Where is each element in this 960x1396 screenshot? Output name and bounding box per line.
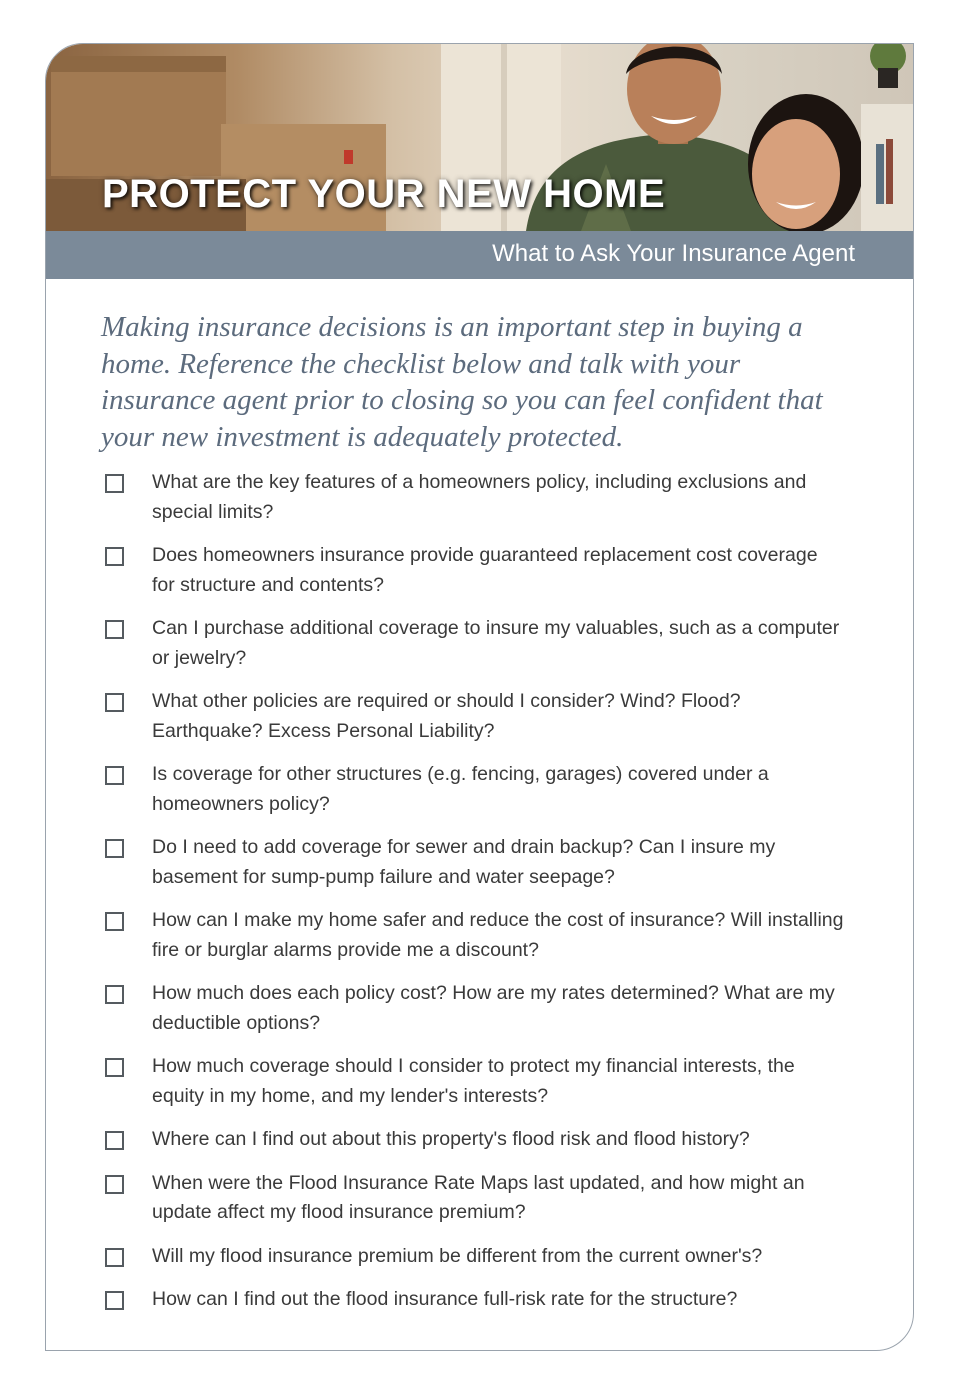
book — [886, 139, 893, 204]
checklist-item-text: Is coverage for other structures (e.g. fencing, garages) covered under a homeowners policy? — [152, 763, 769, 815]
checklist-item-text: How much does each policy cost? How are my rates determined? What are my deductible options? — [152, 982, 835, 1034]
checklist-item — [46, 1242, 914, 1272]
checklist-item — [46, 1052, 914, 1111]
checkbox[interactable] — [105, 474, 124, 493]
checklist-item-text: How can I find out the flood insurance full-risk rate for the structure? — [152, 1288, 738, 1310]
checklist-item-text: What are the key features of a homeowners policy, including exclusions and special limits? — [152, 471, 807, 523]
checkbox[interactable] — [105, 766, 124, 785]
checklist-item — [46, 687, 914, 746]
checkbox[interactable] — [105, 1175, 124, 1194]
checklist-item — [46, 1169, 914, 1228]
checklist-item — [46, 979, 914, 1038]
checklist-item — [46, 541, 914, 600]
checkbox[interactable] — [105, 839, 124, 858]
checkbox[interactable] — [105, 693, 124, 712]
plant-pot — [878, 68, 898, 88]
checkbox[interactable] — [105, 547, 124, 566]
checklist-item-text: Do I need to add coverage for sewer and drain backup? Can I insure my basement for sump-pump failure and water seepage? — [152, 836, 776, 888]
checklist-item-text: When were the Flood Insurance Rate Maps last updated, and how might an update affect my flood insurance premium? — [152, 1171, 805, 1223]
checklist-item — [46, 614, 914, 673]
checkbox[interactable] — [105, 1248, 124, 1267]
question-checklist — [46, 468, 914, 1329]
box-label — [344, 150, 353, 164]
checklist-item — [46, 760, 914, 819]
checklist-item — [46, 906, 914, 965]
book — [876, 144, 884, 204]
checklist-item-text: How much coverage should I consider to protect my financial interests, the equity in my home, and my lender's interests? — [152, 1055, 795, 1107]
checkbox[interactable] — [105, 985, 124, 1004]
checklist-item-text: How can I make my home safer and reduce the cost of insurance? Will installing fire or burglar alarms provide me a discount? — [152, 909, 844, 961]
checklist-item-text: Where can I find out about this property's flood risk and flood history? — [152, 1128, 750, 1150]
subtitle-bar — [46, 231, 914, 279]
checklist-card — [45, 43, 914, 1351]
checklist-item — [46, 833, 914, 892]
checkbox[interactable] — [105, 620, 124, 639]
woman-face — [752, 119, 840, 229]
checklist-item — [46, 1125, 914, 1155]
checklist-item-text: Does homeowners insurance provide guaranteed replacement cost coverage for structure and contents? — [152, 544, 818, 596]
page-subtitle: What to Ask Your Insurance Agent — [492, 240, 855, 267]
checklist-item — [46, 1285, 914, 1315]
intro-paragraph: Making insurance decisions is an important step in buying a home. Reference the checklist below and talk with your insurance agent prior to closing so you can feel confident that your new investment is adequately protected. — [101, 311, 823, 453]
header-photo — [46, 44, 914, 231]
checklist-item-text: Will my flood insurance premium be different from the current owner's? — [152, 1244, 763, 1267]
checkbox[interactable] — [105, 1131, 124, 1150]
page-title: PROTECT YOUR NEW HOME — [102, 172, 666, 216]
moving-box — [51, 56, 226, 176]
checklist-item — [46, 468, 914, 527]
checkbox[interactable] — [105, 1058, 124, 1077]
checklist-item-text: Can I purchase additional coverage to insure my valuables, such as a computer or jewelry? — [152, 617, 840, 669]
checklist-item-text: What other policies are required or should I consider? Wind? Flood? Earthquake? Excess Personal Liability? — [152, 690, 741, 742]
box-flap — [51, 56, 226, 72]
checkbox[interactable] — [105, 1291, 124, 1310]
checkbox[interactable] — [105, 912, 124, 931]
